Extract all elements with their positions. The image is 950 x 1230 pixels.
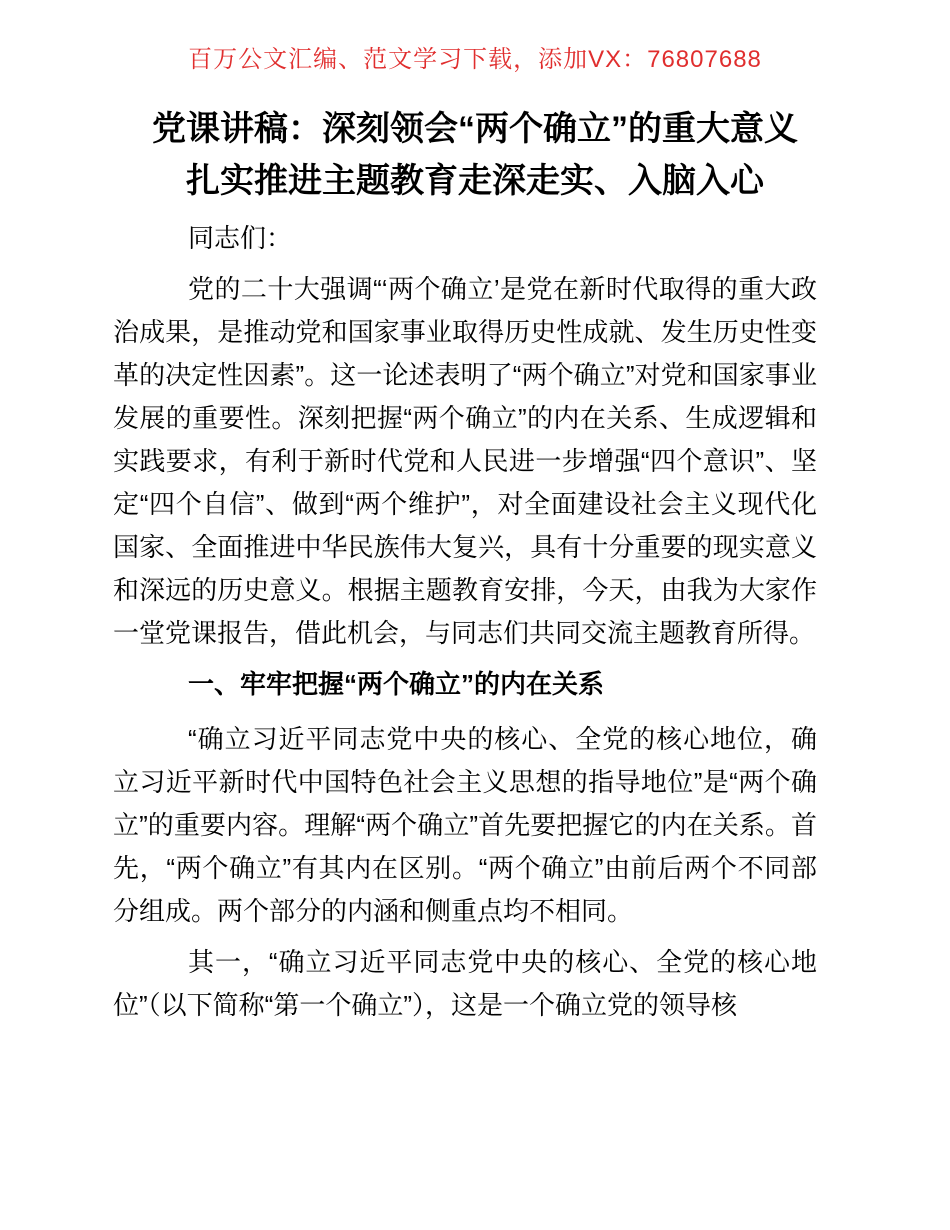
document-title: [0, 103, 950, 207]
section-heading-1: 一、牢牢把握“两个确立”的内在关系: [188, 669, 605, 699]
document-title-line1: 党课讲稿：深刻领会“两个确立”的重大意义: [152, 110, 798, 148]
paragraph-section1-body: “确立习近平同志党中央的核心、全党的核心地位，确立习近平新时代中国特色社会主义思想的指导地位”是“两个确立”的重要内容。理解“两个确立”首先要把握它的内在关系。首先，“两个确立”有其内在区别。“两个确立”由前后两个不同部分组成。两个部分的内涵和侧重点均不相同。: [113, 724, 817, 926]
salutation: 同志们：: [188, 223, 293, 253]
document-body: [0, 217, 950, 1027]
document-title-line2: 扎实推进主题教育走深走实、入脑入心: [186, 162, 764, 200]
promo-notice-banner: 百万公文汇编、范文学习下载，添加VX：76807688: [188, 46, 762, 73]
paragraph-first-establishment: 其一，“确立习近平同志党中央的核心、全党的核心地位”（以下简称“第一个确立”），这是一个确立党的领导核: [113, 947, 817, 1020]
paragraph-intro: 党的二十大强调“‘两个确立’是党在新时代取得的重大政治成果，是推动党和国家事业取得历史性成就、发生历史性变革的决定性因素”。这一论述表明了“两个确立”对党和国家事业发展的重要性。深刻把握“两个确立”的内在关系、生成逻辑和实践要求，有利于新时代党和人民进一步增强“四个意识”、坚定“四个自信”、做到“两个维护”，对全面建设社会主义现代化国家、全面推进中华民族伟大复兴，具有十分重要的现实意义和深远的历史意义。根据主题教育安排，今天，由我为大家作一堂党课报告，借此机会，与同志们共同交流主题教育所得。: [113, 274, 817, 648]
